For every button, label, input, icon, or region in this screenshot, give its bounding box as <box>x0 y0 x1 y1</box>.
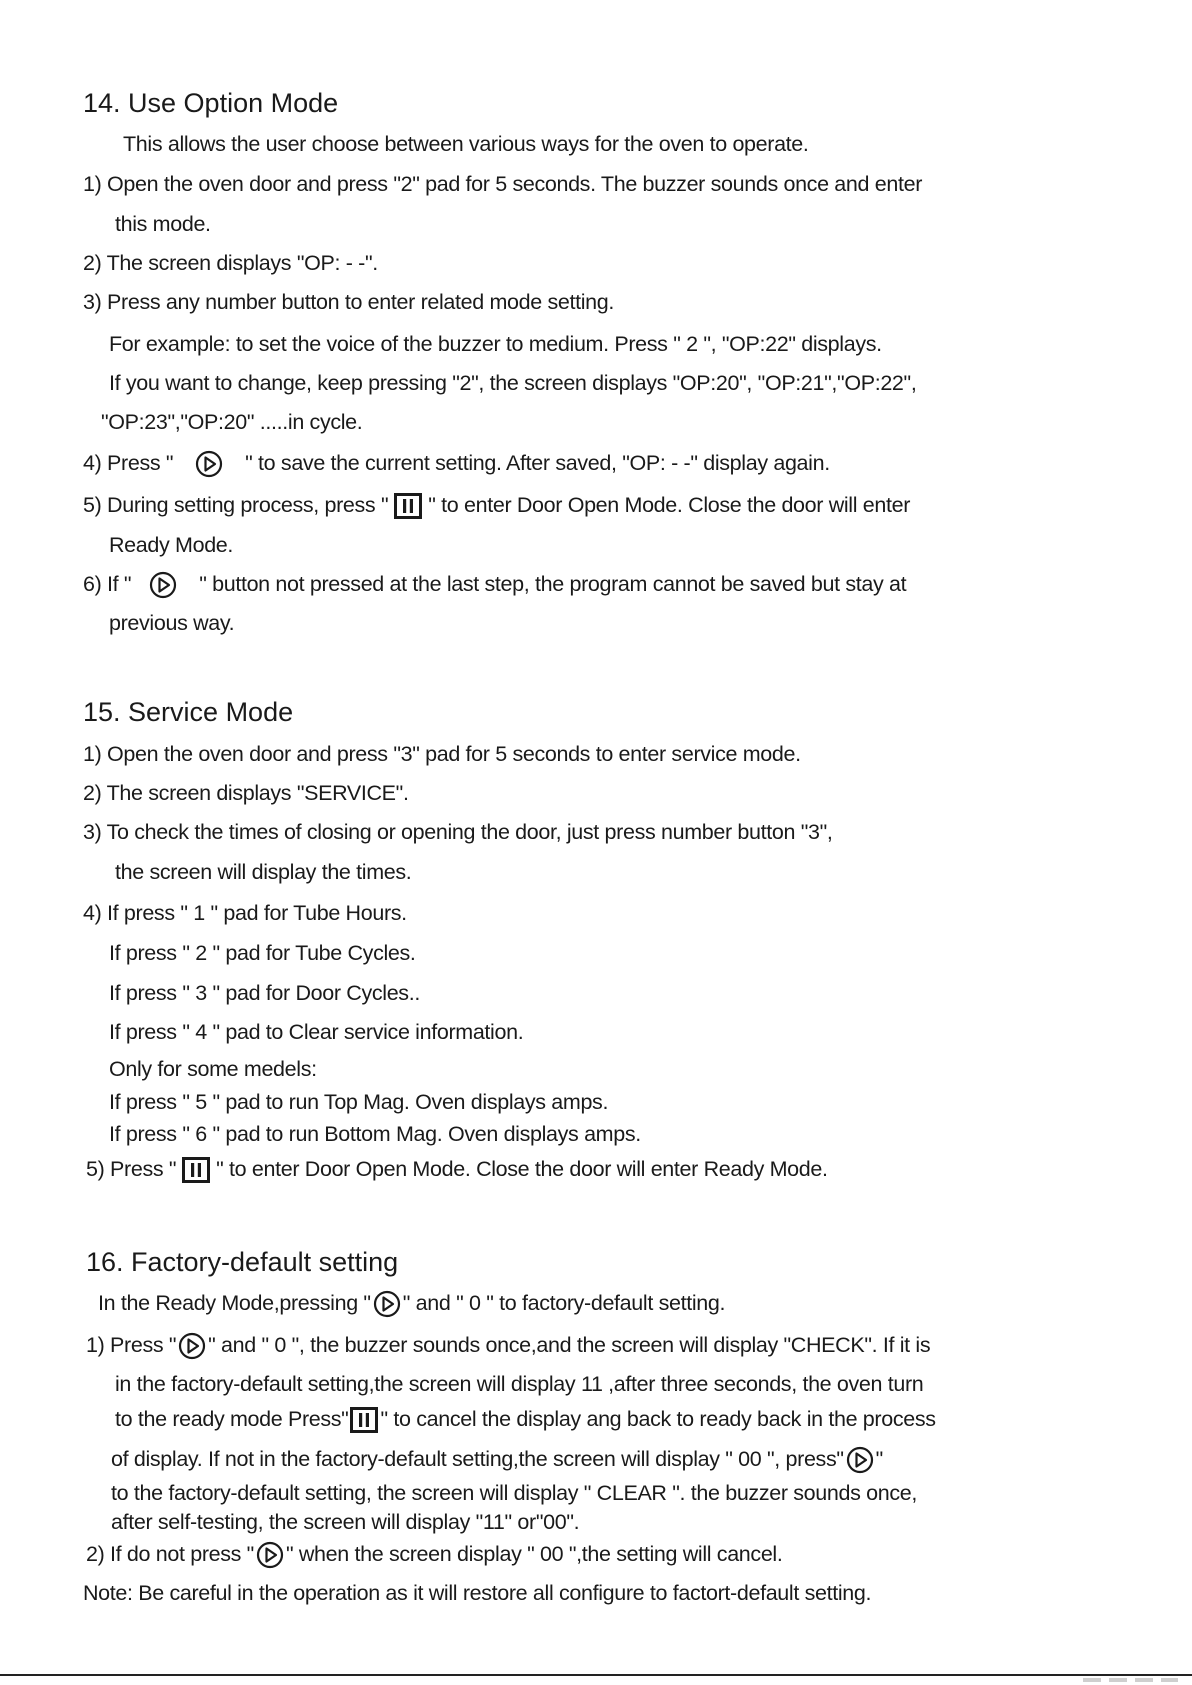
step-1-prefix: 1) Press " <box>86 1333 177 1357</box>
section-15-step-4-bottom-mag: If press " 6 " pad to run Bottom Mag. Oven displays amps. <box>109 1122 641 1146</box>
section-14-step-3-cycle: "OP:23","OP:20" .....in cycle. <box>101 410 363 434</box>
section-14-step-1-cont: this mode. <box>115 212 211 236</box>
play-circle-icon <box>846 1446 874 1474</box>
section-16-step-1-clear: to the factory-default setting, the screen will display " CLEAR ". the buzzer sounds once, <box>111 1481 917 1505</box>
step-5-suffix: " to enter Door Open Mode. Close the door will enter <box>428 493 911 517</box>
section-16-step-1 <box>86 1332 930 1360</box>
section-16-step-1-cont: in the factory-default setting,the screen will display 11 ,after three seconds, the oven turn <box>115 1372 924 1396</box>
section-15-step-4-tube-cycles: If press " 2 " pad for Tube Cycles. <box>109 941 416 965</box>
section-15-step-3: 3) To check the times of closing or opening the door, just press number button "3", <box>83 820 833 844</box>
step-2-suffix: " when the screen display " 00 ",the setting will cancel. <box>285 1542 783 1566</box>
play-circle-icon <box>149 571 177 599</box>
section-15-title: 15. Service Mode <box>83 697 294 727</box>
corner-marks <box>1083 1676 1178 1685</box>
section-16-step-1-selftest: after self-testing, the screen will display "11" or"00". <box>111 1510 580 1534</box>
step-6-suffix: " button not pressed at the last step, the program cannot be saved but stay at <box>199 572 907 596</box>
intro-suffix: " and " 0 " to factory-default setting. <box>402 1291 726 1315</box>
section-15-step-4-top-mag: If press " 5 " pad to run Top Mag. Oven displays amps. <box>109 1090 609 1114</box>
section-14-step-6 <box>83 571 906 599</box>
section-15-step-4-clear: If press " 4 " pad to Clear service information. <box>109 1020 524 1044</box>
section-14-intro: This allows the user choose between various ways for the oven to operate. <box>123 132 809 156</box>
section-15-step-4-door-cycles: If press " 3 " pad for Door Cycles.. <box>109 981 420 1005</box>
section-16-step-1-ready <box>115 1406 936 1433</box>
pause-box-icon <box>182 1157 210 1183</box>
display-prefix: of display. If not in the factory-default setting,the screen will display " 00 ", press" <box>111 1447 844 1471</box>
play-circle-icon <box>256 1541 284 1569</box>
play-circle-icon <box>373 1290 401 1318</box>
section-14-step-5 <box>83 492 910 519</box>
display-suffix: " <box>875 1447 883 1471</box>
section-14-step-1: 1) Open the oven door and press "2" pad for 5 seconds. The buzzer sounds once and enter <box>83 172 923 196</box>
step-5-prefix: 5) Press " <box>86 1157 177 1181</box>
section-15-step-1: 1) Open the oven door and press "3" pad for 5 seconds to enter service mode. <box>83 742 801 766</box>
step-5-suffix: " to enter Door Open Mode. Close the door will enter Ready Mode. <box>216 1157 828 1181</box>
section-15-step-5 <box>86 1156 828 1183</box>
section-15-step-3-cont: the screen will display the times. <box>115 860 412 884</box>
section-14-step-3-change: If you want to change, keep pressing "2", the screen displays "OP:20", "OP:21","OP:22", <box>109 371 917 395</box>
section-14-step-3: 3) Press any number button to enter related mode setting. <box>83 290 614 314</box>
section-14-step-4 <box>83 450 830 478</box>
step-4-suffix: " to save the current setting. After saved, "OP: - -" display again. <box>245 451 830 475</box>
intro-prefix: In the Ready Mode,pressing " <box>98 1291 371 1315</box>
section-14-title: 14. Use Option Mode <box>83 88 339 118</box>
section-14-step-2: 2) The screen displays "OP: - -". <box>83 251 378 275</box>
section-16-step-1-display <box>111 1446 883 1474</box>
step-2-prefix: 2) If do not press " <box>86 1542 254 1566</box>
step-4-prefix: 4) Press " <box>83 451 174 475</box>
page-bottom-rule <box>0 1674 1192 1676</box>
section-14-step-3-example: For example: to set the voice of the buzzer to medium. Press " 2 ", "OP:22" displays. <box>109 332 882 356</box>
section-14-step-5-cont: Ready Mode. <box>109 533 234 557</box>
section-16-note: Note: Be careful in the operation as it will restore all configure to factort-default setting. <box>83 1581 872 1605</box>
section-16-intro <box>98 1290 725 1318</box>
play-circle-icon <box>178 1332 206 1360</box>
step-6-prefix: 6) If " <box>83 572 132 596</box>
step-5-prefix: 5) During setting process, press " <box>83 493 389 517</box>
pause-box-icon <box>394 493 422 519</box>
section-16-title: 16. Factory-default setting <box>86 1247 399 1277</box>
section-15-step-2: 2) The screen displays "SERVICE". <box>83 781 409 805</box>
play-circle-icon <box>195 450 223 478</box>
pause-box-icon <box>350 1407 378 1433</box>
section-15-step-4: 4) If press " 1 " pad for Tube Hours. <box>83 901 407 925</box>
ready-suffix: " to cancel the display ang back to ready back in the process <box>380 1407 936 1431</box>
ready-prefix: to the ready mode Press" <box>115 1407 349 1431</box>
step-1-suffix: " and " 0 ", the buzzer sounds once,and the screen will display "CHECK". If it is <box>208 1333 931 1357</box>
section-14-step-6-cont: previous way. <box>109 611 235 635</box>
section-15-step-4-models: Only for some medels: <box>109 1057 317 1081</box>
section-16-step-2 <box>86 1541 782 1569</box>
